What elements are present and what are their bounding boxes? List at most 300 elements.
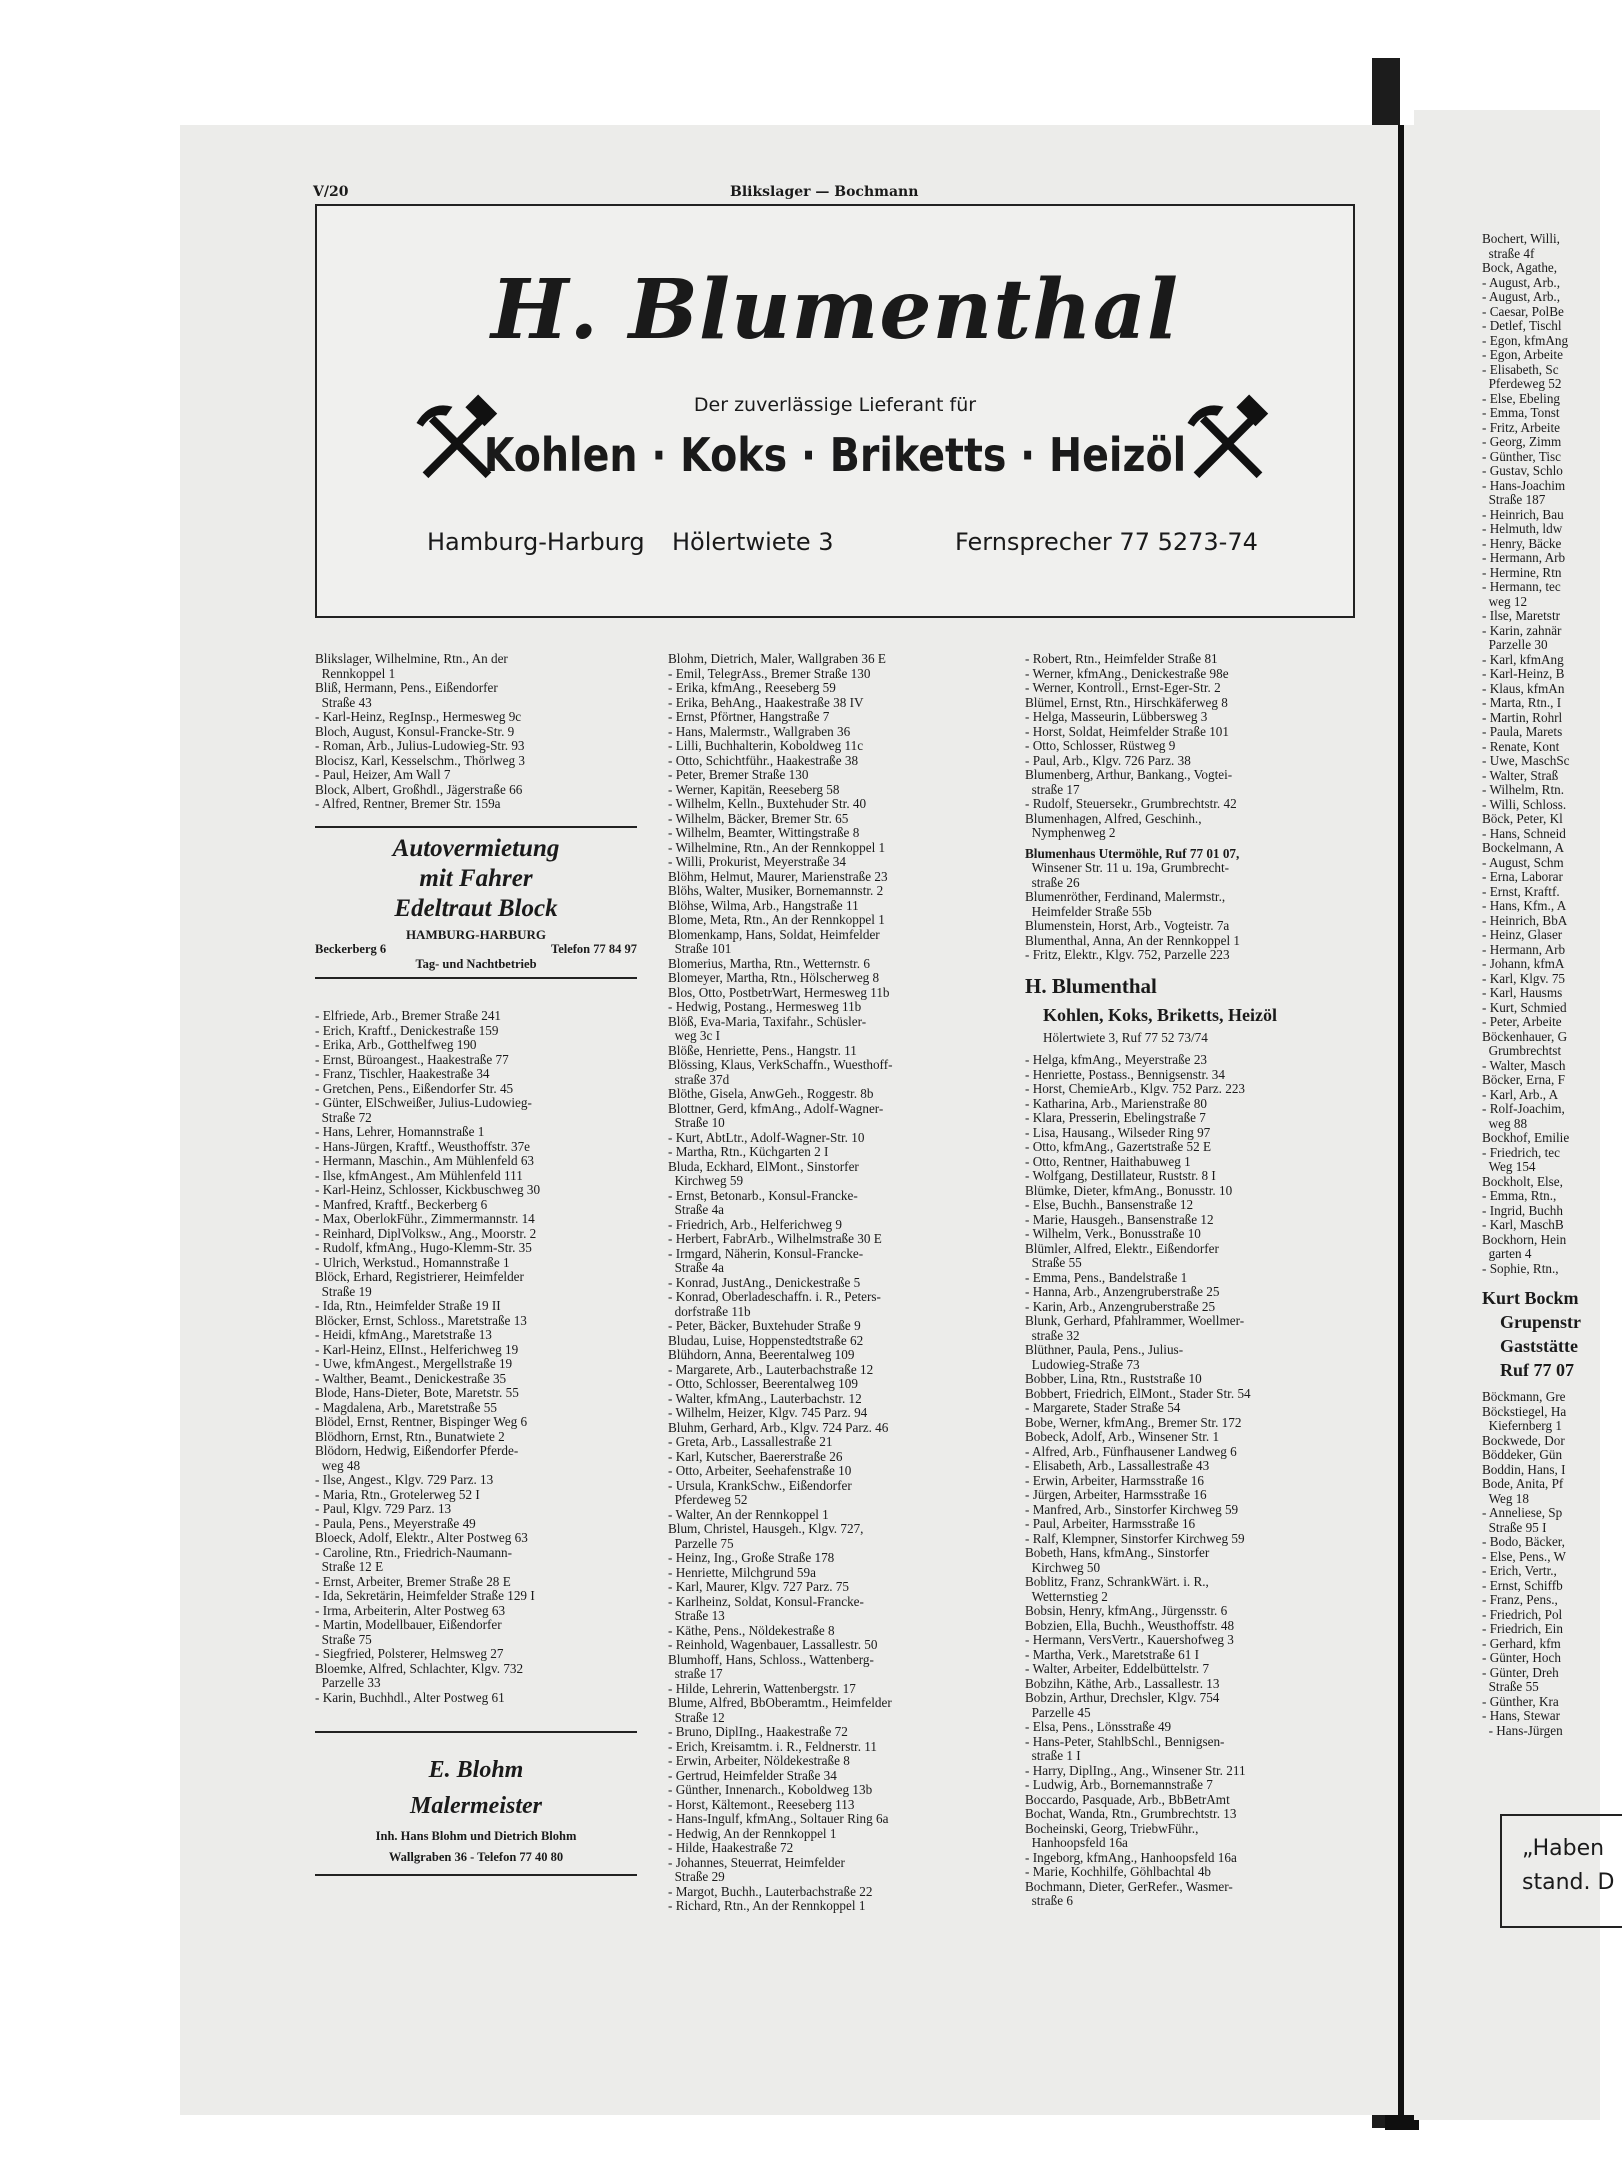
ad-city: HAMBURG-HARBURG (405, 926, 547, 942)
directory-entry: Weg 18 (1482, 1490, 1529, 1506)
directory-entry: Ludowieg-Straße 73 (1025, 1356, 1140, 1372)
directory-entry: - Ilse, Maretstr (1482, 608, 1560, 623)
directory-entry: - Emma, Pens., Bandelstraße 1 (1025, 1269, 1188, 1285)
directory-entry: - Karl-Heinz, B (1482, 666, 1565, 681)
directory-entry: Blüthner, Paula, Pens., Julius- (1025, 1342, 1184, 1357)
directory-entry: Blomeyer, Martha, Rtn., Hölscherweg 8 (668, 970, 880, 985)
directory-entry: - Peter, Bäcker, Buxtehuder Straße 9 (668, 1318, 861, 1333)
directory-entry: Blikslager, Wilhelmine, Rtn., An der (315, 651, 508, 666)
directory-entry: Straße 4a (668, 1260, 725, 1275)
entry-list (1025, 861, 1363, 963)
directory-entry: - Karl, Kutscher, Baererstraße 26 (668, 1448, 843, 1464)
directory-entry: dorfstraße 11b (668, 1303, 751, 1319)
directory-entry: - Erwin, Arbeiter, Nöldekestraße 8 (668, 1753, 850, 1768)
ad-contact-row (315, 942, 637, 957)
directory-entry: Straße 12 E (315, 1559, 384, 1574)
directory-entry: - Franz, Tischler, Haakestraße 34 (315, 1066, 490, 1081)
directory-entry: weg 88 (1482, 1115, 1528, 1131)
ad-street: Hölertwiete 3 (672, 528, 834, 556)
directory-entry: - Hedwig, Postang., Hermesweg 11b (668, 999, 862, 1014)
ad-name: E. Blohm (428, 1757, 524, 1783)
directory-entry: - Hilde, Lehrerin, Wattenbergstr. 17 (668, 1680, 856, 1696)
directory-entry: - Henry, Bäcke (1482, 535, 1562, 551)
directory-entry: - Horst, ChemieArb., Klgv. 752 Parz. 223 (1025, 1081, 1246, 1096)
directory-entry: - Ingeborg, kfmAng., Hanhoopsfeld 16a (1025, 1849, 1237, 1865)
directory-entry: Blühdorn, Anna, Beerentalweg 109 (668, 1347, 855, 1362)
directory-entry: - Ida, Sekretärin, Heimfelder Straße 129 I (315, 1588, 535, 1603)
directory-entry: Rennkoppel 1 (315, 665, 396, 681)
directory-entry: - Otto, Arbeiter, Seehafenstraße 10 (668, 1463, 852, 1478)
directory-entry: - August, Arb., (1482, 289, 1561, 304)
directory-entry: - Heidi, kfmAng., Maretstraße 13 (315, 1327, 492, 1342)
directory-entry: Bluhm, Gerhard, Arb., Klgv. 724 Parz. 46 (668, 1419, 889, 1435)
directory-entry: - Elisabeth, Arb., Lassallestraße 43 (1025, 1458, 1210, 1473)
directory-entry: - Hans-Jürgen, Kraftf., Weusthoffstr. 37e (315, 1138, 531, 1154)
directory-entry: - Otto, Schlosser, Rüstweg 9 (1025, 738, 1176, 753)
directory-entry: Blumhoff, Hans, Schloss., Wattenberg- (668, 1651, 874, 1667)
ad-line: Autovermietung (392, 834, 560, 862)
directory-entry: - Hans, Malermstr., Wallgraben 36 (668, 723, 851, 739)
directory-entry: Blume, Alfred, BbOberamtm., Heimfelder (668, 1695, 892, 1710)
directory-entry: Kirchweg 59 (668, 1173, 744, 1188)
directory-entry: - Manfred, Kraftf., Beckerberg 6 (315, 1196, 488, 1212)
directory-entry: - Rolf-Joachim, (1482, 1101, 1565, 1116)
directory-entry: - Reinhard, DiplVolksw., Ang., Moorstr. 2 (315, 1225, 537, 1241)
directory-entry: Pferdeweg 52 (668, 1492, 748, 1507)
directory-entry: - Martin, Rohrl (1482, 709, 1563, 725)
divider (315, 977, 637, 979)
directory-entry: - Erich, Kraftf., Denickestraße 159 (315, 1022, 499, 1038)
directory-entry: - Jürgen, Arbeiter, Harmsstraße 16 (1025, 1487, 1207, 1502)
directory-entry: Bobzin, Arthur, Drechsler, Klgv. 754 (1025, 1690, 1220, 1705)
directory-entry: - Hermann, tec (1482, 579, 1561, 594)
directory-entry: - Egon, kfmAng (1482, 332, 1569, 348)
directory-entry: - Else, Ebeling (1482, 390, 1561, 406)
directory-entry: - Wilhelm, Heizer, Klgv. 745 Parz. 94 (668, 1405, 868, 1420)
directory-entry: - Walter, An der Rennkoppel 1 (668, 1506, 829, 1522)
directory-entry: - Heinrich, Bau (1482, 506, 1564, 522)
directory-entry: straße 17 (668, 1666, 723, 1681)
directory-entry: Bobbert, Friedrich, ElMont., Stader Str. 54 (1025, 1385, 1251, 1401)
directory-entry: - Elisabeth, Sc (1482, 361, 1559, 377)
directory-entry: - Paul, Heizer, Am Wall 7 (315, 767, 451, 782)
ad-brand: H. Blumenthal (491, 262, 1179, 358)
entry-list (668, 652, 998, 1914)
directory-entry: Blümke, Dieter, kfmAng., Bonusstr. 10 (1025, 1182, 1233, 1198)
directory-entry: - Erna, Laborar (1482, 869, 1563, 884)
directory-entry: - Magdalena, Arb., Maretstraße 55 (315, 1399, 497, 1415)
directory-entry: - Hilde, Haakestraße 72 (668, 1840, 794, 1855)
ad-head: Kurt Bockm (1482, 1288, 1579, 1308)
directory-entry: - Walter, Arbeiter, Eddelbüttelstr. 7 (1025, 1661, 1210, 1676)
directory-entry: Winsener Str. 11 u. 19a, Grumbrecht- (1025, 860, 1230, 875)
directory-entry: - Paul, Arb., Klgv. 726 Parz. 38 (1025, 752, 1191, 768)
directory-entry: - Helga, kfmAng., Meyerstraße 23 (1025, 1052, 1208, 1067)
directory-entry: - Rudolf, Steuersekr., Grumbrechtstr. 42 (1025, 796, 1237, 811)
directory-entry: Blössing, Klaus, VerkSchaffn., Wuesthoff- (668, 1057, 893, 1072)
directory-entry: Bludau, Luise, Hoppenstedtstraße 62 (668, 1332, 864, 1348)
directory-entry: - Walter, Masch (1482, 1057, 1566, 1073)
directory-entry: - Uwe, kfmAngest., Mergellstraße 19 (315, 1356, 513, 1371)
directory-entry: - Hermann, VersVertr., Kauershofweg 3 (1025, 1632, 1234, 1647)
directory-entry: Blödhorn, Ernst, Rtn., Bunatwiete 2 (315, 1428, 505, 1444)
directory-entry: Bock, Agathe, (1482, 260, 1558, 275)
directory-entry: - Ernst, Büroangest., Haakestraße 77 (315, 1051, 509, 1067)
directory-entry: - Wilhelm, Verk., Bonusstraße 10 (1025, 1226, 1201, 1241)
directory-entry: Bochmann, Dieter, GerRefer., Wasmer- (1025, 1878, 1233, 1894)
directory-entry: Blumenberg, Arthur, Bankang., Vogtei- (1025, 767, 1233, 782)
blohm-advertisement (315, 1731, 637, 1876)
directory-entry: - Detlef, Tischl (1482, 318, 1562, 333)
directory-entry: Bockelmann, A (1482, 840, 1565, 855)
directory-entry: - Karl, Hausms (1482, 985, 1563, 1000)
ad-city: Hamburg-Harburg (427, 528, 645, 556)
directory-entry: Blohm, Dietrich, Maler, Wallgraben 36 E (668, 651, 886, 666)
directory-entry: - Martha, Rtn., Küchgarten 2 I (668, 1144, 829, 1159)
directory-entry: Kiefernberg 1 (1482, 1418, 1562, 1433)
directory-entry: - Emil, TelegrAss., Bremer Straße 130 (668, 665, 871, 681)
directory-entry: - Günther, Tisc (1482, 448, 1561, 464)
ad-line: mit Fahrer (419, 864, 533, 892)
directory-entry: - Erika, kfmAng., Reeseberg 59 (668, 680, 836, 695)
ad-note: Tag- und Nachtbetrieb (415, 956, 537, 971)
directory-entry: Blumenstein, Horst, Arb., Vogteistr. 7a (1025, 918, 1230, 933)
directory-entry: - Hermann, Arb (1482, 941, 1566, 957)
directory-entry: - Karl, Maurer, Klgv. 727 Parz. 75 (668, 1579, 849, 1594)
directory-entry: - Johann, kfmA (1482, 956, 1565, 971)
directory-entry: - Hanna, Arb., Anzengruberstraße 25 (1025, 1284, 1220, 1299)
directory-entry: Bockhorn, Hein (1482, 1231, 1567, 1247)
directory-entry: - Martha, Verk., Maretstraße 61 I (1025, 1646, 1200, 1662)
directory-entry: - Hans, Kfm., A (1482, 898, 1567, 913)
directory-entry: Straße 10 (668, 1115, 725, 1130)
directory-entry: - Caesar, PolBe (1482, 303, 1564, 319)
directory-entry: - Helmuth, ldw (1482, 521, 1563, 536)
ad-products: Kohlen · Koks · Briketts · Heizöl (483, 428, 1187, 482)
directory-entry: - Friedrich, tec (1482, 1144, 1560, 1160)
directory-entry: Grumbrechtst (1482, 1043, 1562, 1058)
directory-entry: - Friedrich, Ein (1482, 1621, 1563, 1636)
entry-list (1025, 652, 1363, 841)
divider (315, 826, 637, 828)
directory-entry: Bliß, Hermann, Pens., Eißendorfer (315, 680, 498, 695)
directory-entry: Blum, Christel, Hausgeh., Klgv. 727, (668, 1521, 864, 1536)
directory-entry: - Hermann, Arb (1482, 550, 1566, 565)
directory-entry: - Ida, Rtn., Heimfelder Straße 19 II (315, 1298, 501, 1313)
directory-entry: straße 4f (1482, 245, 1535, 261)
directory-entry: - Konrad, JustAng., Denickestraße 5 (668, 1274, 861, 1290)
directory-entry: Böckstiegel, Ha (1482, 1403, 1567, 1419)
directory-entry: - Robert, Rtn., Heimfelder Straße 81 (1025, 651, 1218, 666)
directory-entry: - Paula, Marets (1482, 724, 1563, 739)
directory-entry: - Margarete, Stader Straße 54 (1025, 1400, 1181, 1415)
divider (315, 1874, 637, 1876)
blumenthal-subheading: Kohlen, Koks, Briketts, Heizöl (1043, 1004, 1277, 1025)
directory-entry: Blöhm, Helmut, Maurer, Marienstraße 23 (668, 868, 888, 884)
bockmann-advertisement (1482, 1286, 1622, 1382)
directory-entry: Blöck, Erhard, Registrierer, Heimfelder (315, 1269, 524, 1284)
directory-entry: Böddeker, Gün (1482, 1447, 1563, 1462)
directory-entry: weg 3c I (668, 1028, 720, 1043)
directory-entry: - Elfriede, Arb., Bremer Straße 241 (315, 1008, 502, 1023)
directory-entry: - Klara, Presserin, Ebelingstraße 7 (1025, 1110, 1206, 1125)
directory-entry: - Lilli, Buchhalterin, Koboldweg 11c (668, 738, 864, 753)
directory-entry: Straße 55 (1025, 1255, 1082, 1270)
directory-entry: Böcker, Erna, F (1482, 1072, 1565, 1087)
directory-entry: Straße 72 (315, 1109, 372, 1125)
ad-line: Ruf 77 07 (1500, 1360, 1575, 1380)
page-number: V/20 (313, 184, 349, 200)
directory-entry: - Erich, Kreisamtm. i. R., Feldnerstr. 11 (668, 1738, 878, 1754)
directory-entry: - Margarete, Arb., Lauterbachstraße 12 (668, 1361, 874, 1377)
directory-entry: - Karin, Buchhdl., Alter Postweg 61 (315, 1689, 505, 1705)
directory-entry: - Helga, Masseurin, Lübbersweg 3 (1025, 709, 1208, 724)
directory-entry: - Karlheinz, Soldat, Konsul-Francke- (668, 1593, 864, 1609)
directory-entry: Straße 187 (1482, 492, 1546, 507)
running-title: Blikslager — Bochmann (730, 184, 919, 200)
directory-entry: - Johannes, Steuerrat, Heimfelder (668, 1854, 845, 1870)
directory-entry: - Heinrich, BbA (1482, 912, 1568, 928)
directory-entry: Bode, Anita, Pf (1482, 1476, 1564, 1491)
directory-entry: Blöthe, Gisela, AnwGeh., Roggestr. 8b (668, 1086, 874, 1101)
directory-entry: - Fritz, Elektr., Klgv. 752, Parzelle 223 (1025, 947, 1230, 962)
directory-entry: Bloeck, Adolf, Elektr., Alter Postweg 63 (315, 1530, 528, 1545)
directory-entry: Bloch, August, Konsul-Francke-Str. 9 (315, 723, 515, 739)
directory-entry: - Rudolf, kfmAng., Hugo-Klemm-Str. 35 (315, 1240, 532, 1255)
directory-entry: Straße 43 (315, 694, 372, 710)
directory-entry: - Hermine, Rtn (1482, 564, 1562, 580)
directory-entry: - Peter, Arbeite (1482, 1014, 1562, 1029)
ad-phone: Telefon 77 84 97 (551, 942, 637, 956)
directory-entry: - Günther, Kra (1482, 1693, 1559, 1709)
directory-entry: - Erich, Vertr., (1482, 1563, 1557, 1578)
directory-entry: Blumenthal, Anna, An der Rennkoppel 1 (1025, 932, 1240, 948)
directory-entry: - Friedrich, Pol (1482, 1606, 1563, 1622)
directory-entry: Bochert, Willi, (1482, 231, 1560, 246)
directory-entry: - Wolfgang, Destillateur, Ruststr. 8 I (1025, 1168, 1216, 1183)
directory-entry: Blümler, Alfred, Elektr., Eißendorfer (1025, 1240, 1219, 1256)
directory-entry: - Hans, Lehrer, Homannstraße 1 (315, 1124, 485, 1139)
directory-entry: Parzelle 75 (668, 1535, 734, 1551)
directory-entry: - Anneliese, Sp (1482, 1505, 1563, 1520)
box-text (1502, 1816, 1622, 1900)
directory-entry: Blödorn, Hedwig, Eißendorfer Pferde- (315, 1443, 519, 1458)
box-line: stand. D (1522, 1870, 1615, 1895)
directory-entry: straße 37d (668, 1071, 730, 1087)
directory-entry: - Katharina, Arb., Marienstraße 80 (1025, 1095, 1207, 1111)
directory-entry: - Ernst, Pförtner, Hangstraße 7 (668, 709, 830, 724)
entry-list (1025, 1053, 1363, 1909)
divider (315, 1731, 637, 1733)
ad-phone: Fernsprecher 77 5273-74 (955, 528, 1258, 556)
directory-entry: - Günter, Dreh (1482, 1664, 1559, 1680)
directory-entry: - Ludwig, Arb., Bornemannstraße 7 (1025, 1777, 1213, 1792)
directory-entry: - Gretchen, Pens., Eißendorfer Str. 45 (315, 1080, 514, 1096)
directory-entry: - Max, OberlokFühr., Zimmermannstr. 14 (315, 1211, 535, 1226)
directory-entry: - Konrad, Oberladeschaffn. i. R., Peters- (668, 1289, 881, 1304)
directory-entry: Straße 55 (1482, 1679, 1539, 1694)
directory-entry: Blöcker, Ernst, Schloss., Maretstraße 13 (315, 1312, 527, 1328)
directory-entry: Blode, Hans-Dieter, Bote, Maretstr. 55 (315, 1385, 519, 1400)
directory-entry: Blottner, Gerd, kfmAng., Adolf-Wagner- (668, 1100, 884, 1116)
directory-entry: - Günter, Hoch (1482, 1650, 1561, 1665)
directory-entry: - Caroline, Rtn., Friedrich-Naumann- (315, 1544, 513, 1560)
directory-entry: Bloemke, Alfred, Schlachter, Klgv. 732 (315, 1660, 524, 1676)
ad-tagline: Der zuverlässige Lieferant für (693, 394, 977, 416)
directory-entry: Boblitz, Franz, SchrankWärt. i. R., (1025, 1574, 1209, 1589)
directory-entry: - Karl-Heinz, RegInsp., Hermesweg 9c (315, 709, 522, 724)
directory-entry: Nymphenweg 2 (1025, 825, 1116, 840)
directory-entry: - Greta, Arb., Lassallestraße 21 (668, 1434, 833, 1449)
directory-entry: Boccardo, Pasquade, Arb., BbBetrAmt (1025, 1791, 1230, 1807)
directory-entry: Böckenhauer, G (1482, 1028, 1568, 1044)
directory-entry: Bockhof, Emilie (1482, 1130, 1570, 1145)
directory-entry: Bobeck, Adolf, Arb., Winsener Str. 1 (1025, 1429, 1220, 1444)
ad-owners: Inh. Hans Blohm und Dietrich Blohm (375, 1829, 577, 1843)
directory-entry: - Gertrud, Heimfelder Straße 34 (668, 1767, 837, 1783)
directory-entry: Blunk, Gerhard, Pfahlrammer, Woellmer- (1025, 1313, 1245, 1328)
directory-entry: - Marie, Kochhilfe, Göhlbachtal 4b (1025, 1864, 1212, 1879)
directory-entry: - Alfred, Rentner, Bremer Str. 159a (315, 796, 501, 811)
directory-entry: - Wilhelm, Rtn. (1482, 782, 1565, 797)
directory-entry: Blocisz, Karl, Kesselschm., Thörlweg 3 (315, 752, 525, 768)
directory-entry: - Erwin, Arbeiter, Harmsstraße 16 (1025, 1472, 1204, 1488)
directory-entry: Bobzien, Ella, Buchh., Weusthoffstr. 48 (1025, 1617, 1235, 1633)
directory-entry: - Martin, Modellbauer, Eißendorfer (315, 1617, 502, 1632)
directory-entry: - August, Schm (1482, 854, 1564, 870)
directory-entry: Kirchweg 50 (1025, 1559, 1101, 1575)
directory-entry: - Else, Pens., W (1482, 1548, 1566, 1564)
directory-entry: - Ernst, Kraftf. (1482, 883, 1560, 899)
directory-entry: - Henriette, Milchgrund 59a (668, 1564, 816, 1580)
box-line: „Haben (1522, 1836, 1605, 1861)
directory-entry: - Günter, ElSchweißer, Julius-Ludowieg- (315, 1095, 532, 1110)
blumenthal-advertisement (315, 204, 1355, 618)
directory-entry: - Karl-Heinz, ElInst., Helferichweg 19 (315, 1341, 519, 1357)
directory-entry: Blöße, Henriette, Pens., Hangstr. 11 (668, 1042, 857, 1058)
directory-entry: - Margot, Buchh., Lauterbachstraße 22 (668, 1883, 873, 1899)
directory-entry: - Willi, Prokurist, Meyerstraße 34 (668, 854, 846, 869)
directory-entry: - Maria, Rtn., Grotelerweg 52 I (315, 1486, 480, 1502)
blumenhaus-entry: Blumenhaus Utermöhle, Ruf 77 01 07, (1025, 845, 1240, 861)
directory-entry: - Siegfried, Polsterer, Helmsweg 27 (315, 1646, 504, 1661)
ad-contact: Wallgraben 36 - Telefon 77 40 80 (388, 1849, 564, 1864)
directory-entry: - Ilse, kfmAngest., Am Mühlenfeld 111 (315, 1167, 523, 1183)
directory-entry: - Werner, kfmAng., Denickestraße 98e (1025, 665, 1229, 681)
directory-entry: - Else, Buchh., Bansenstraße 12 (1025, 1197, 1194, 1212)
directory-entry: Pferdeweg 52 (1482, 376, 1562, 391)
directory-entry: - Hans-Ingulf, kfmAng., Soltauer Ring 6a (668, 1811, 889, 1826)
directory-entry: - Ulrich, Werkstud., Homannstraße 1 (315, 1254, 510, 1270)
ad-profession: Malermeister (410, 1793, 542, 1819)
ad-line: Gaststätte (1500, 1336, 1578, 1356)
directory-entry: - Ernst, Schiffb (1482, 1577, 1563, 1593)
directory-entry: - Hedwig, An der Rennkoppel 1 (668, 1825, 837, 1841)
directory-entry: - Georg, Zimm (1482, 434, 1562, 449)
directory-entry: - Hans-Jürgen (1482, 1722, 1563, 1738)
directory-entry: - Paul, Arbeiter, Harmsstraße 16 (1025, 1516, 1196, 1531)
entry-list (315, 1009, 637, 1705)
directory-entry: - Uwe, MaschSc (1482, 753, 1570, 768)
blumenthal-address: Hölertwiete 3, Ruf 77 52 73/74 (1043, 1029, 1208, 1045)
directory-entry: - Ernst, Arbeiter, Bremer Straße 28 E (315, 1573, 511, 1589)
directory-entry: - Irma, Arbeiterin, Alter Postweg 63 (315, 1602, 506, 1618)
directory-entry: Straße 12 (668, 1709, 725, 1725)
directory-entry: Hanhoopsfeld 16a (1025, 1835, 1128, 1850)
directory-entry: Straße 101 (668, 941, 732, 956)
directory-entry: straße 17 (1025, 781, 1080, 797)
block-advertisement (315, 826, 637, 980)
directory-entry: - Walther, Beamt., Denickestraße 35 (315, 1370, 507, 1386)
directory-entry: Blumenhagen, Alfred, Geschinh., (1025, 810, 1202, 826)
directory-entry: - Klaus, kfmAn (1482, 680, 1565, 696)
directory-entry: - Walter, Straß (1482, 767, 1559, 783)
directory-entry: - Ilse, Angest., Klgv. 729 Parz. 13 (315, 1472, 494, 1487)
directory-entry: straße 26 (1025, 874, 1080, 890)
directory-entry: Blome, Meta, Rtn., An der Rennkoppel 1 (668, 912, 885, 927)
entry-list (1482, 1390, 1622, 1738)
directory-entry: - Heinz, Ing., Große Straße 178 (668, 1550, 835, 1565)
directory-entry: Heimfelder Straße 55b (1025, 903, 1152, 919)
directory-entry: - Walter, kfmAng., Lauterbachstr. 12 (668, 1390, 862, 1406)
directory-entry: - Kurt, Schmied (1482, 999, 1567, 1015)
blumenthal-heading: H. Blumenthal (1025, 973, 1157, 998)
directory-entry: - Wilhelm, Beamter, Wittingstraße 8 (668, 825, 860, 840)
directory-entry: - Wilhelm, Kelln., Buxtehuder Str. 40 (668, 796, 867, 811)
directory-entry: - Marta, Rtn., I (1482, 695, 1562, 710)
directory-entry: - Heinz, Glaser (1482, 927, 1563, 942)
directory-entry: - Friedrich, Arb., Helferichweg 9 (668, 1216, 842, 1232)
directory-entry: Blomenkamp, Hans, Soldat, Heimfelder (668, 926, 880, 942)
directory-entry: - Ralf, Klempner, Sinstorfer Kirchweg 59 (1025, 1530, 1245, 1546)
directory-entry: - Wilhelm, Bäcker, Bremer Str. 65 (668, 810, 849, 826)
directory-entry: Bobe, Werner, kfmAng., Bremer Str. 172 (1025, 1414, 1242, 1430)
page-gutter (1398, 125, 1404, 2115)
directory-entry: - Hans-Joachim (1482, 477, 1566, 493)
directory-entry: Bobeth, Hans, kfmAng., Sinstorfer (1025, 1545, 1210, 1560)
directory-entry: Weg 154 (1482, 1159, 1536, 1174)
directory-entry: - Günther, Innenarch., Koboldweg 13b (668, 1782, 873, 1797)
directory-entry: - Werner, Kontroll., Ernst-Eger-Str. 2 (1025, 680, 1221, 695)
directory-entry: Blümel, Ernst, Rtn., Hirschkäferweg 8 (1025, 694, 1228, 710)
directory-entry: Bochat, Wanda, Rtn., Grumbrechtstr. 13 (1025, 1806, 1237, 1821)
directory-entry: - Erika, BehAng., Haakestraße 38 IV (668, 694, 864, 710)
directory-entry: - Otto, Schlosser, Beerentalweg 109 (668, 1376, 858, 1391)
directory-entry: - Franz, Pens., (1482, 1592, 1558, 1607)
directory-entry: - Gerhard, kfm (1482, 1635, 1561, 1651)
directory-entry: Böck, Peter, Kl (1482, 811, 1563, 826)
directory-entry: - Karl, kfmAng (1482, 651, 1564, 667)
directory-entry: - Karl, Arb., A (1482, 1086, 1559, 1102)
directory-entry: - Paul, Klgv. 729 Parz. 13 (315, 1501, 452, 1516)
directory-entry: Böckmann, Gre (1482, 1389, 1566, 1404)
directory-entry: - Karin, Arb., Anzengruberstraße 25 (1025, 1298, 1216, 1314)
directory-entry: - Bodo, Bäcker, (1482, 1534, 1565, 1549)
ad-line: Edeltraut Block (394, 894, 558, 922)
directory-entry: - Alfred, Arb., Fünfhausener Landweg 6 (1025, 1443, 1237, 1459)
directory-entry: Straße 29 (668, 1869, 725, 1884)
directory-entry: - Roman, Arb., Julius-Ludowieg-Str. 93 (315, 738, 525, 753)
directory-entry: - Hans-Peter, StahlbSchl., Bennigsen- (1025, 1733, 1225, 1749)
directory-entry: - Hermann, Maschin., Am Mühlenfeld 63 (315, 1153, 535, 1168)
directory-entry: Blöhs, Walter, Musiker, Bornemannstr. 2 (668, 883, 884, 898)
directory-column-1 (315, 652, 637, 1876)
directory-entry: Boddin, Hans, I (1482, 1461, 1566, 1477)
directory-entry: - Reinhold, Wagenbauer, Lassallestr. 50 (668, 1637, 878, 1652)
directory-entry: - Sophie, Rtn., (1482, 1260, 1559, 1276)
directory-entry: - Hans, Schneid (1482, 825, 1566, 841)
directory-entry: garten 4 (1482, 1246, 1532, 1261)
